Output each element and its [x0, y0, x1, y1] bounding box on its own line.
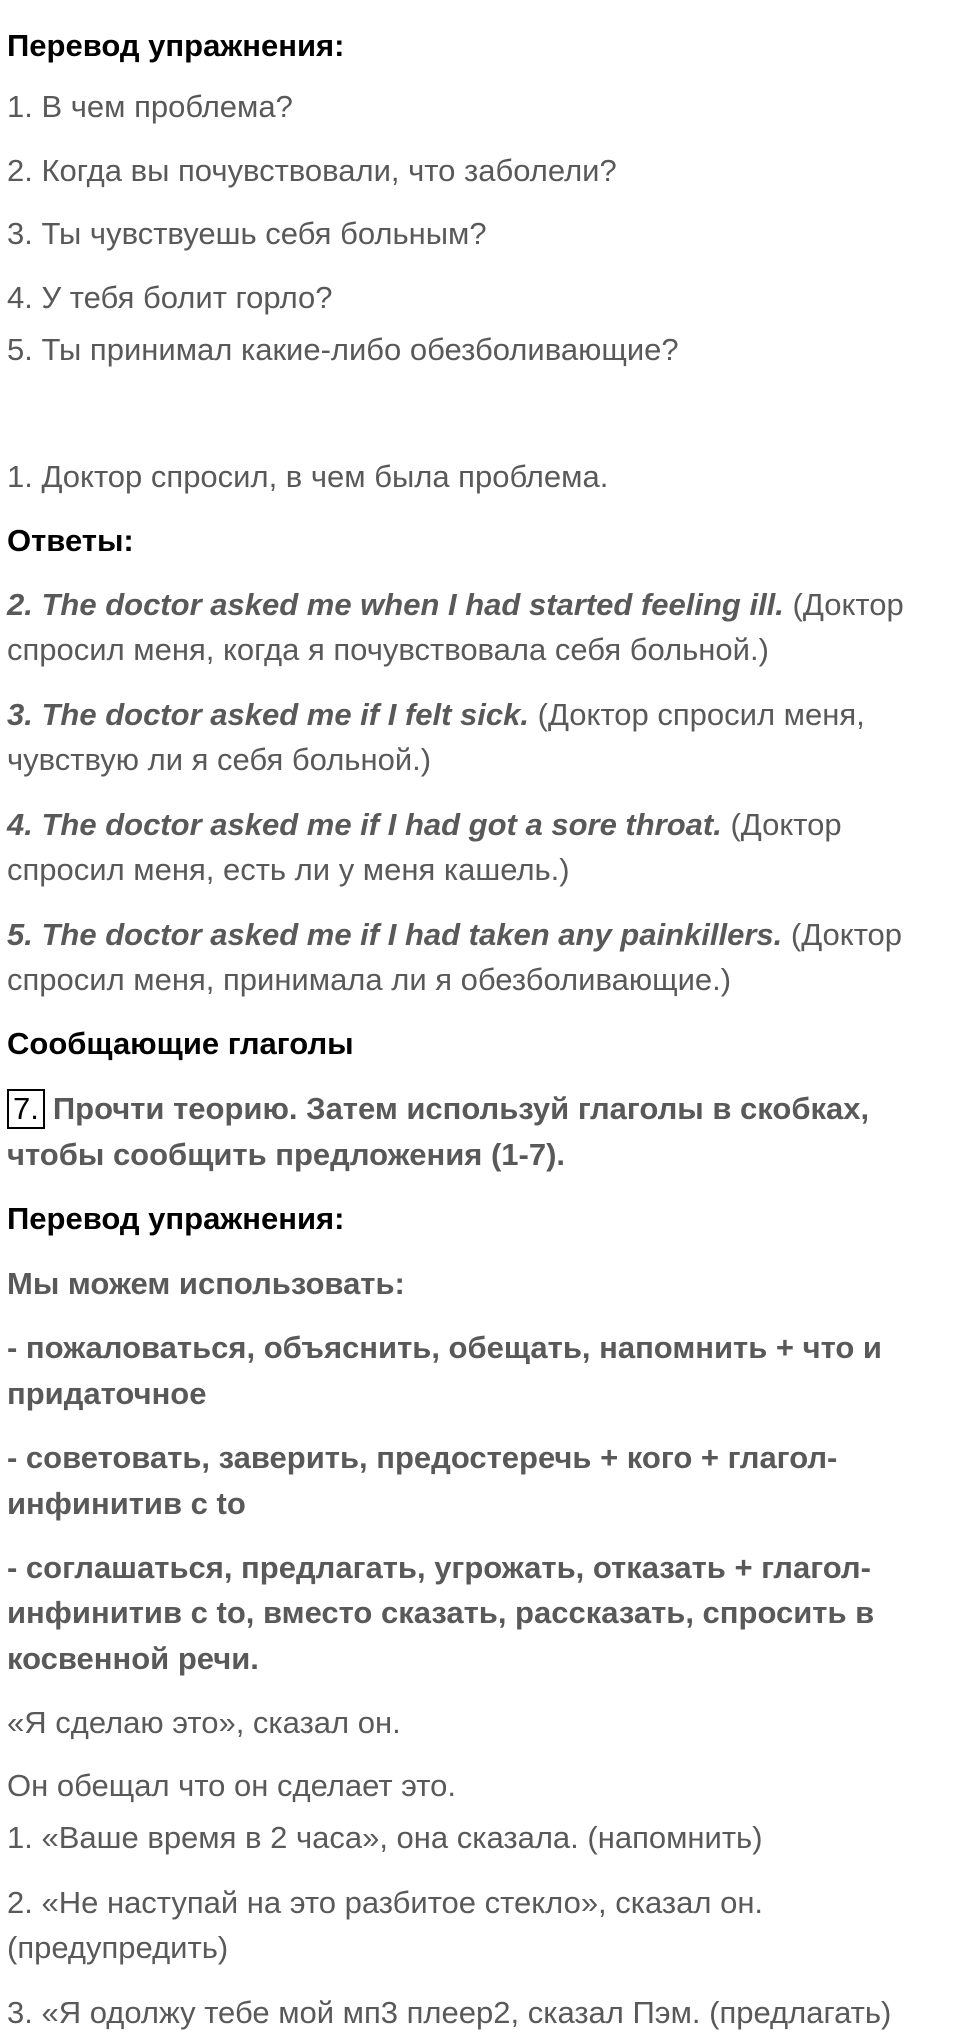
- example-sentence: 1. Доктор спросил, в чем была проблема.: [7, 459, 609, 494]
- answer-item: [7, 692, 865, 738]
- answer-russian: (Доктор спросил меня,: [529, 697, 865, 732]
- section-title: Перевод упражнения:: [7, 28, 345, 63]
- answer-russian-continued: спросил меня, есть ли у меня кашель.): [7, 852, 570, 887]
- answer-item: [7, 802, 842, 848]
- answer-russian: (Доктор: [721, 807, 842, 842]
- list-item: 2. «Не наступай на это разбитое стекло», сказал он.: [7, 1885, 764, 1920]
- rule-item-continued: косвенной речи.: [7, 1641, 259, 1676]
- list-item-continued: (предупредить): [7, 1930, 229, 1965]
- answer-russian-continued: чувствую ли я себя больной.): [7, 742, 432, 777]
- list-item: 5. Ты принимал какие-либо обезболивающие?: [7, 332, 679, 367]
- answer-item: [7, 582, 904, 628]
- list-item: 1. В чем проблема?: [7, 89, 293, 124]
- list-item: 3. Ты чувствуешь себя больным?: [7, 216, 487, 251]
- rule-item-continued: инфинитив с to: [7, 1486, 246, 1521]
- answer-english: 3. The doctor asked me if I felt sick.: [7, 697, 530, 732]
- intro-text: Мы можем использовать:: [7, 1266, 405, 1301]
- list-item: 1. «Ваше время в 2 часа», она сказала. (напомнить): [7, 1820, 763, 1855]
- rule-item-continued: придаточное: [7, 1376, 207, 1411]
- section-title: Сообщающие глаголы: [7, 1026, 354, 1061]
- task-text: Прочти теорию. Затем используй глаголы в скобках,: [52, 1091, 870, 1126]
- answer-russian-continued: спросил меня, когда я почувствовала себя больной.): [7, 632, 769, 667]
- answer-english: 4. The doctor asked me if I had got a sore throat.: [7, 807, 722, 842]
- rule-item: - пожаловаться, объяснить, обещать, напомнить + что и: [7, 1330, 882, 1365]
- rule-item: - советовать, заверить, предостеречь + кого + глагол-: [7, 1440, 838, 1475]
- answer-russian: (Доктор: [783, 587, 904, 622]
- answer-item: [7, 912, 902, 958]
- list-item: 2. Когда вы почувствовали, что заболели?: [7, 153, 617, 188]
- example-direct: «Я сделаю это», сказал он.: [7, 1705, 401, 1740]
- rule-item: - соглашаться, предлагать, угрожать, отказать + глагол-: [7, 1550, 871, 1585]
- list-item: 4. У тебя болит горло?: [7, 280, 333, 315]
- answers-title: Ответы:: [7, 523, 134, 558]
- section-title: Перевод упражнения:: [7, 1201, 345, 1236]
- exercise-number: 7.: [7, 1089, 45, 1129]
- list-item: 3. «Я одолжу тебе мой мп3 плеер2, сказал Пэм. (предлагать): [7, 1995, 892, 2030]
- answer-russian-continued: спросил меня, принимала ли я обезболивающие.): [7, 962, 732, 997]
- example-reported: Он обещал что он сделает это.: [7, 1768, 457, 1803]
- answer-english: 5. The doctor asked me if I had taken any painkillers.: [7, 917, 783, 952]
- answer-english: 2. The doctor asked me when I had started feeling ill.: [7, 587, 784, 622]
- answer-russian: (Доктор: [782, 917, 903, 952]
- rule-item-continued: инфинитив с to, вместо сказать, рассказать, спросить в: [7, 1595, 875, 1630]
- task-text-continued: чтобы сообщить предложения (1-7).: [7, 1137, 566, 1172]
- exercise-task: [7, 1086, 869, 1132]
